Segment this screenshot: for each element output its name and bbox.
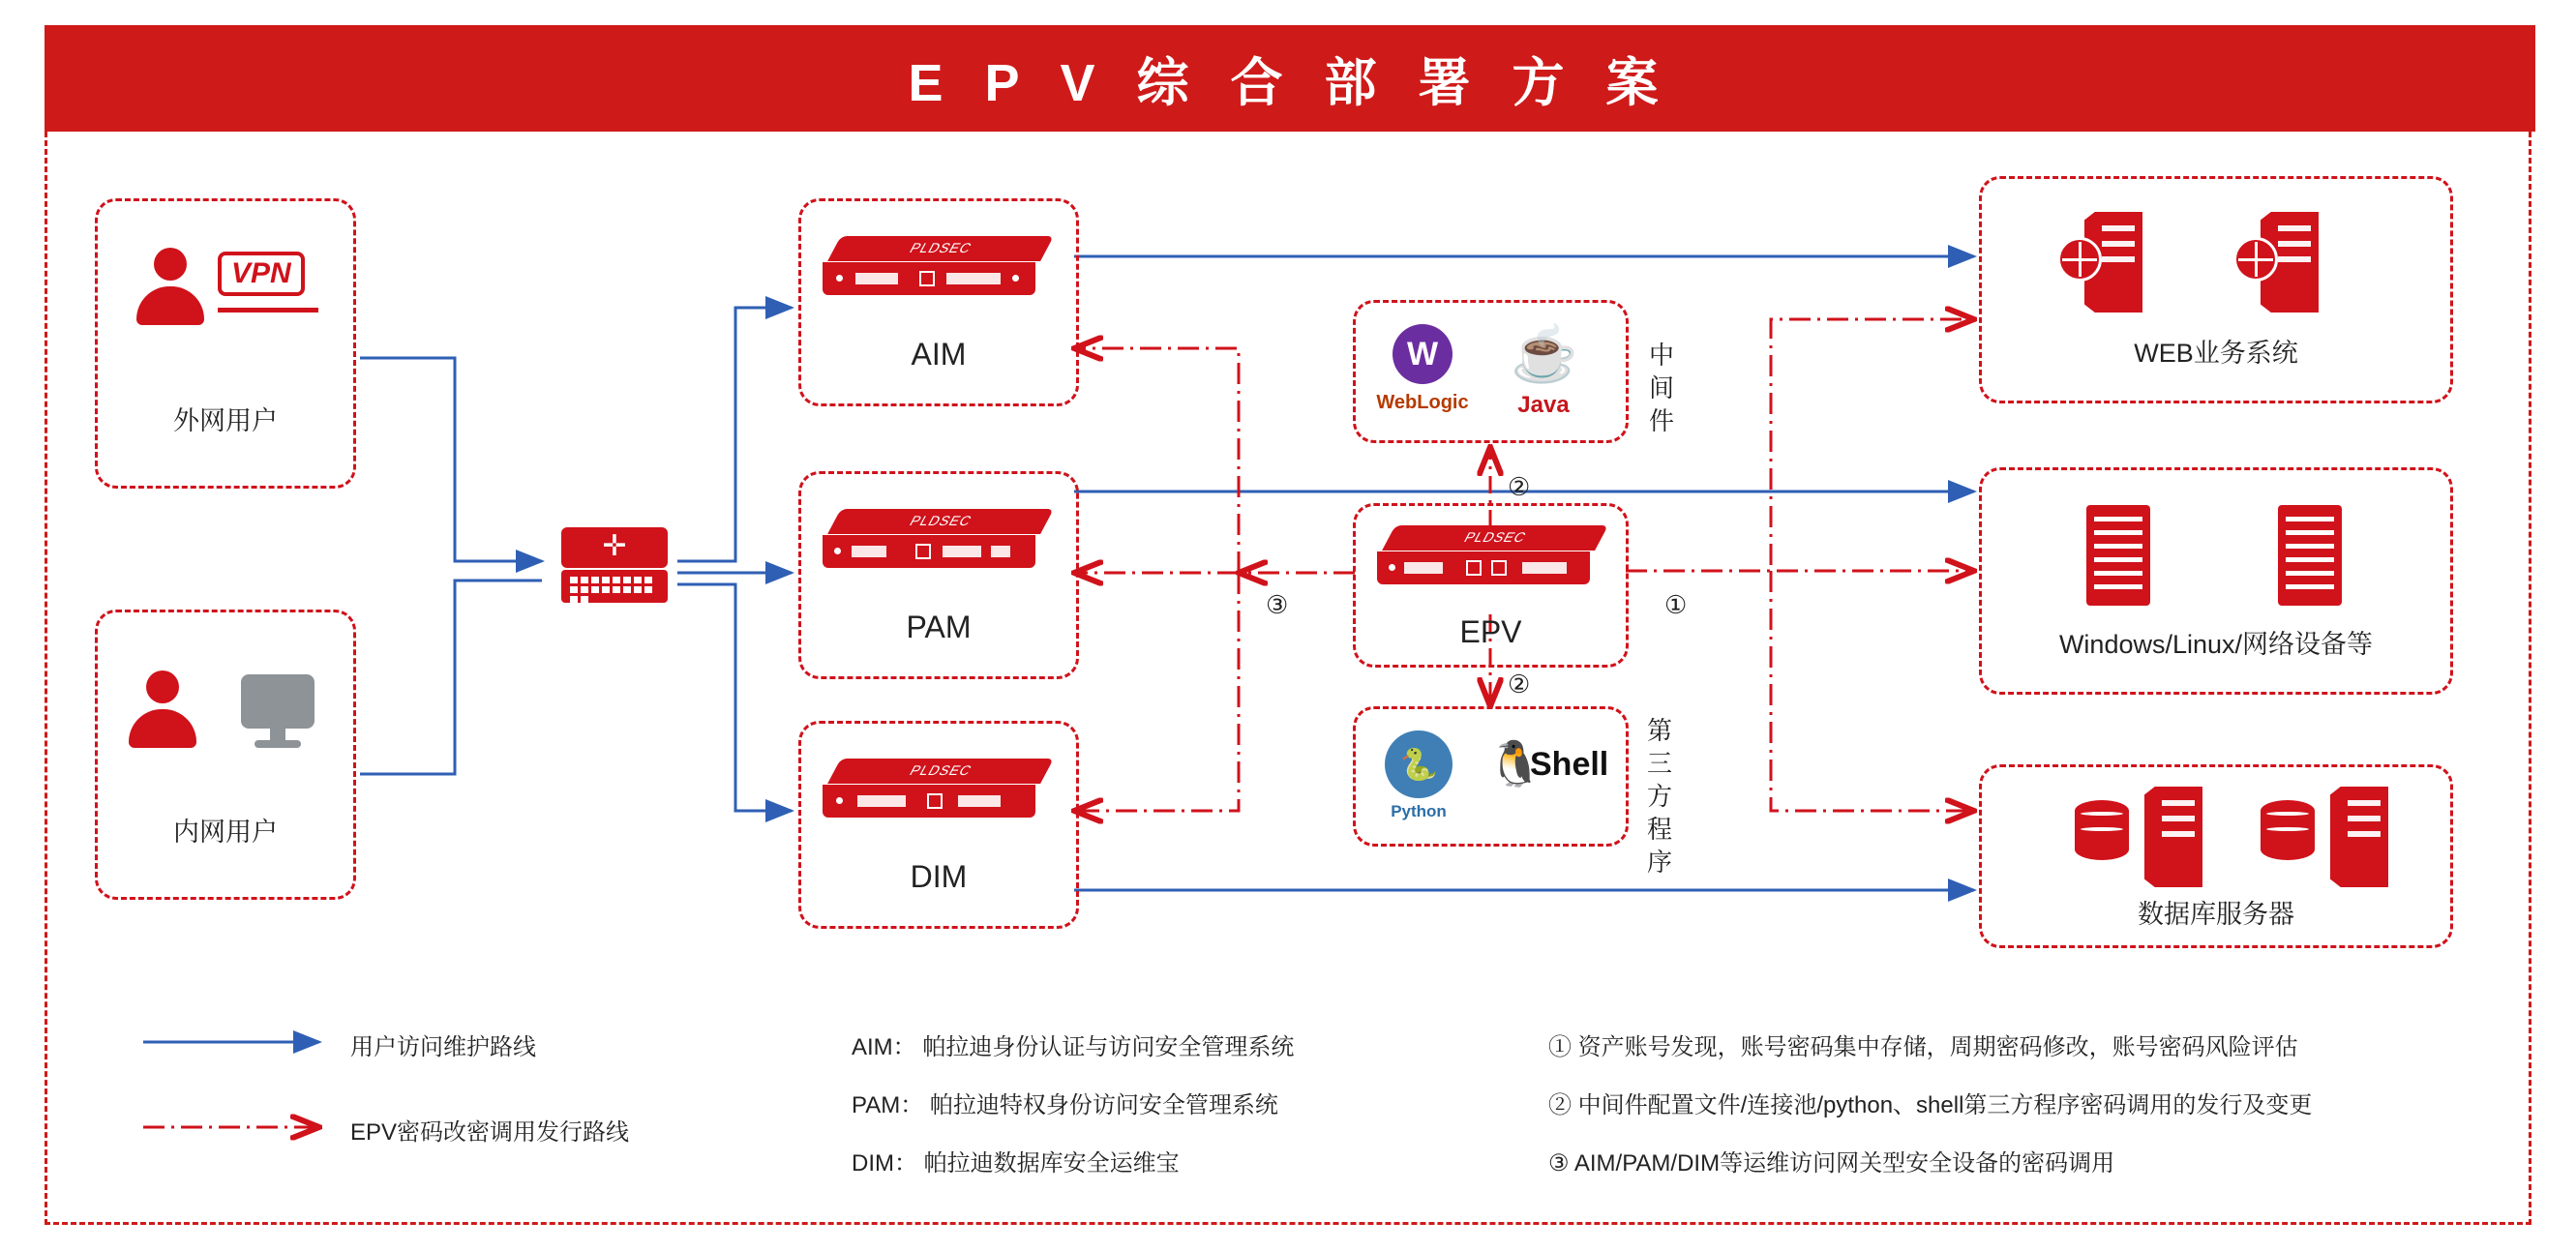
rack-icon <box>2278 505 2342 606</box>
external-user-box <box>95 198 356 489</box>
marker-one: ① <box>1664 590 1688 619</box>
legend-note-two: ② 中间件配置文件/连接池/python、shell第三方程序密码调用的发行及变更 <box>1548 1092 2313 1118</box>
db-server-icon <box>2321 787 2392 887</box>
epv-box <box>1353 503 1629 668</box>
middleware-label: 中间件 <box>1648 341 1674 435</box>
aim-appliance-icon <box>823 236 1035 295</box>
dim-appliance-icon <box>823 759 1035 818</box>
external-user-label: 外网用户 <box>173 406 278 435</box>
epv-label: EPV <box>1459 614 1522 649</box>
legend-abbr-aim: AIM： 帕拉迪身份认证与访问安全管理系统 <box>852 1034 1295 1060</box>
dim-box <box>798 721 1079 929</box>
appliance-brand: PLDSEC <box>1461 529 1530 545</box>
web-server-icon <box>2251 212 2322 313</box>
os-devices-label: Windows/Linux/网络设备等 <box>2058 630 2374 659</box>
web-system-label: WEB业务系统 <box>2134 339 2298 368</box>
appliance-brand: PLDSEC <box>907 513 975 528</box>
third-party-label: 第三方程序 <box>1646 716 1672 877</box>
vpn-badge: VPN <box>218 252 305 296</box>
db-server-label: 数据库服务器 <box>2138 900 2294 929</box>
marker-two-thirdparty: ② <box>1508 670 1531 699</box>
aim-box <box>798 198 1079 406</box>
legend-note-one: ① 资产账号发现，账号密码集中存储，周期密码修改，账号密码风险评估 <box>1548 1034 2298 1060</box>
python-icon: 🐍 <box>1385 730 1453 798</box>
java-label: Java <box>1517 392 1570 418</box>
internal-user-label: 内网用户 <box>173 818 278 847</box>
db-server-icon <box>2135 787 2206 887</box>
network-switch-icon: ✛ <box>561 527 668 603</box>
web-server-icon <box>2075 212 2146 313</box>
legend-user-route: 用户访问维护路线 <box>350 1034 536 1060</box>
vpn-underline <box>218 308 318 313</box>
pam-box <box>798 471 1079 679</box>
aim-label: AIM <box>911 337 967 372</box>
title-bar <box>45 25 2535 132</box>
os-devices-box <box>1979 467 2453 695</box>
appliance-brand: PLDSEC <box>907 240 975 255</box>
shell-label: Shell <box>1530 746 1609 783</box>
database-icon <box>2075 800 2129 860</box>
epv-appliance-icon <box>1377 525 1590 584</box>
legend-note-three: ③ AIM/PAM/DIM等运维访问网关型安全设备的密码调用 <box>1548 1150 2115 1177</box>
third-party-box <box>1353 706 1629 847</box>
weblogic-label: WebLogic <box>1376 392 1469 413</box>
pam-label: PAM <box>906 610 972 644</box>
python-label: Python <box>1391 802 1447 820</box>
page-title: E P V 综 合 部 署 方 案 <box>908 53 1672 112</box>
marker-three: ③ <box>1266 590 1289 619</box>
marker-two-middleware: ② <box>1508 472 1531 501</box>
database-icon <box>2261 800 2315 860</box>
db-server-box <box>1979 764 2453 948</box>
middleware-box <box>1353 300 1629 443</box>
legend-abbr-pam: PAM： 帕拉迪特权身份访问安全管理系统 <box>852 1092 1278 1118</box>
java-icon: ☕ <box>1511 323 1578 384</box>
appliance-brand: PLDSEC <box>907 762 975 778</box>
tux-icon: 🐧 <box>1487 738 1543 789</box>
pam-appliance-icon <box>823 509 1035 568</box>
legend-epv-route: EPV密码改密调用发行路线 <box>350 1119 630 1146</box>
internal-user-box <box>95 610 356 900</box>
dim-label: DIM <box>910 859 968 894</box>
rack-icon <box>2086 505 2150 606</box>
weblogic-icon: W <box>1393 324 1453 384</box>
legend-abbr-dim: DIM： 帕拉迪数据库安全运维宝 <box>852 1150 1180 1177</box>
web-system-box <box>1979 176 2453 403</box>
